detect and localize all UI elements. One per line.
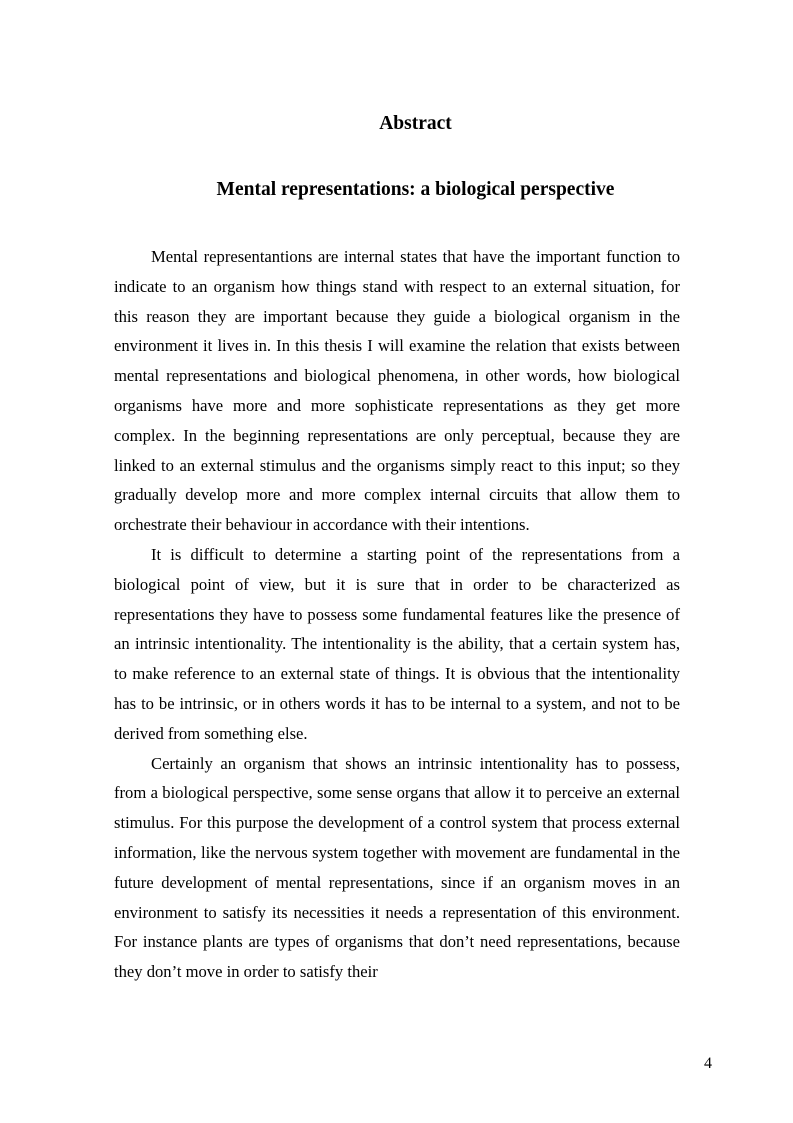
paragraph-2: It is difficult to determine a starting point of the representations from a biological point of view, but it is sure that in order to be characterized as representations they have to possess some fundamental features like the presence of an intrinsic intentionality. The intentionality is the ability, that a certain system has, to make reference to an external state of things. It is obvious that the intentionality has to be intrinsic, or in others words it has to be internal to a system, and not to be derived from something else.	[114, 544, 680, 743]
page-number: 4	[704, 1055, 712, 1072]
paragraph-3: Certainly an organism that shows an intrinsic intentionality has to possess, from a biological perspective, some sense organs that allow it to perceive an external stimulus. For this purpose the development of a control system that process external information, like the nervous system together with movement are fundamental in the future development of mental representations, since if an organism moves in an environment to satisfy its necessities it needs a representation of this environment. For instance plants are types of organisms that don’t need representations, because they don’t move in order to satisfy their	[114, 753, 680, 982]
paragraph-1: Mental representantions are internal states that have the important function to indicate to an organism how things stand with respect to an external situation, for this reason they are important because they guide a biological organism in the environment it lives in. In this thesis I will examine the relation that exists between mental representations and biological phenomena, in other words, how biological organisms have more and more sophisticate representations as they get more complex. In the beginning representations are only perceptual, because they are linked to an external stimulus and the organisms simply react to this input; so they gradually develop more and more complex internal circuits that allow them to orchestrate their behaviour in accordance with their intentions.	[114, 247, 680, 535]
section-title: Abstract	[379, 113, 452, 134]
thesis-title: Mental representations: a biological perspective	[216, 179, 615, 200]
abstract-body	[114, 242, 680, 987]
